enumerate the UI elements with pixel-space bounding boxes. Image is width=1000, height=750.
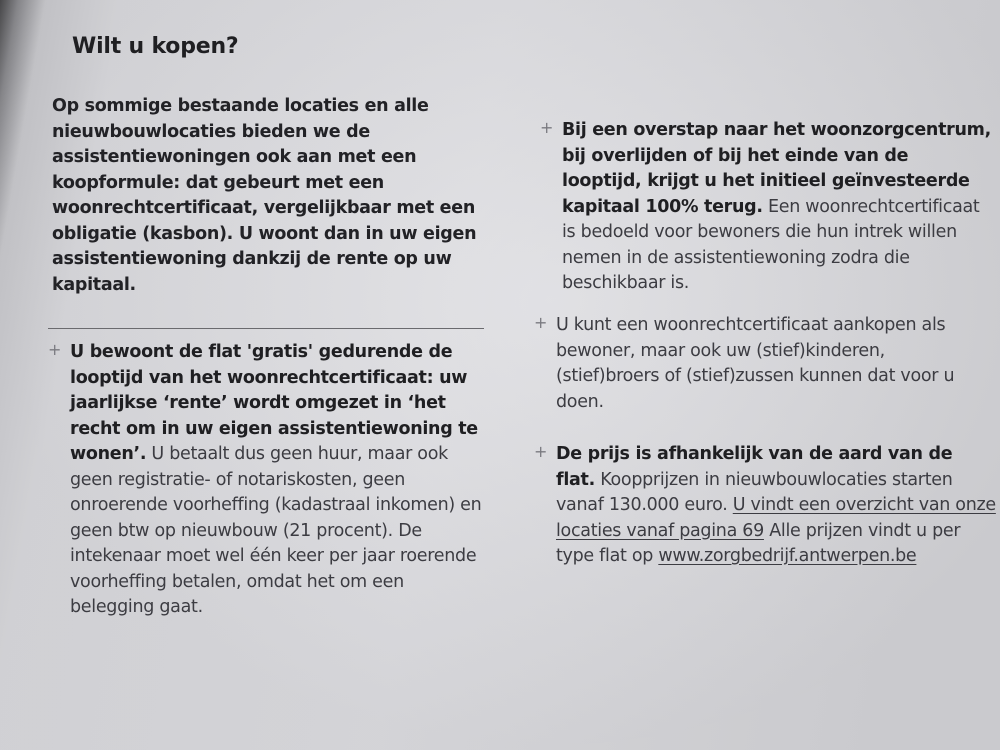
list-item-text xyxy=(70,340,490,621)
intro-paragraph: Op sommige bestaande locaties en alle nieuwbouwlocaties bieden we de assistentiewoningen ook aan met een koopformule: dat gebeurt met een woonrechtcertificaat, vergelijkbaar met een obligatie (kasbon). U woont dan in uw eigen assistentiewoning dankzij de rente op uw kapitaal. xyxy=(52,96,477,295)
plus-bullet-icon: + xyxy=(540,118,554,137)
divider-line xyxy=(48,328,484,329)
list-item-text xyxy=(556,442,996,570)
list-item-normal-text: Koopprijzen in nieuwbouwlocaties starten vanaf 130.000 euro. xyxy=(556,469,953,515)
list-item-normal-text: U betaalt dus geen huur, maar ook geen registratie- of notariskosten, geen onroerende voorheffing (kadastraal inkomen) en geen btw op nieuwbouw (21 procent). De intekenaar moet wel één keer per jaar roerende voorheffing betalen, omdat het om een belegging gaat. xyxy=(70,444,482,617)
list-item xyxy=(540,118,992,297)
list-item-normal-text: U kunt een woonrechtcertificaat aankopen als bewoner, maar ook uw (stief)kinderen, (stief)broers of (stief)zussen kunnen dat voor u doen. xyxy=(556,315,955,412)
list-item-bold-text: De prijs is afhankelijk van de aard van de flat. xyxy=(556,444,953,490)
locations-overview-link[interactable]: U vindt een overzicht van onze locaties vanaf pagina 69 xyxy=(556,495,996,541)
list-item xyxy=(534,442,996,570)
list-item-normal-text: Alle prijzen vindt u per type flat op xyxy=(556,520,961,566)
list-item xyxy=(48,340,490,621)
plus-bullet-icon: + xyxy=(534,313,548,332)
plus-bullet-icon: + xyxy=(48,340,62,359)
list-item xyxy=(534,313,986,415)
list-item-normal-text: Een woonrechtcertificaat is bedoeld voor bewoners die hun intrek willen nemen in de assistentiewoning zodra die beschikbaar is. xyxy=(562,196,980,293)
page-title: Wilt u kopen? xyxy=(72,34,239,59)
plus-bullet-icon: + xyxy=(534,442,548,461)
list-item-text xyxy=(556,313,986,415)
website-link[interactable]: www.zorgbedrijf.antwerpen.be xyxy=(658,546,917,566)
list-item-bold-text: Bij een overstap naar het woonzorgcentrum, bij overlijden of bij het einde van de looptijd, krijgt u het initieel geïnvesteerde kapitaal 100% terug. xyxy=(562,120,991,217)
list-item-bold-text: U bewoont de flat 'gratis' gedurende de looptijd van het woonrechtcertificaat: uw jaarlijkse ‘rente’ wordt omgezet in ‘het recht om in uw eigen assistentiewoning te wonen’. xyxy=(70,342,478,464)
list-item-text xyxy=(562,118,992,297)
